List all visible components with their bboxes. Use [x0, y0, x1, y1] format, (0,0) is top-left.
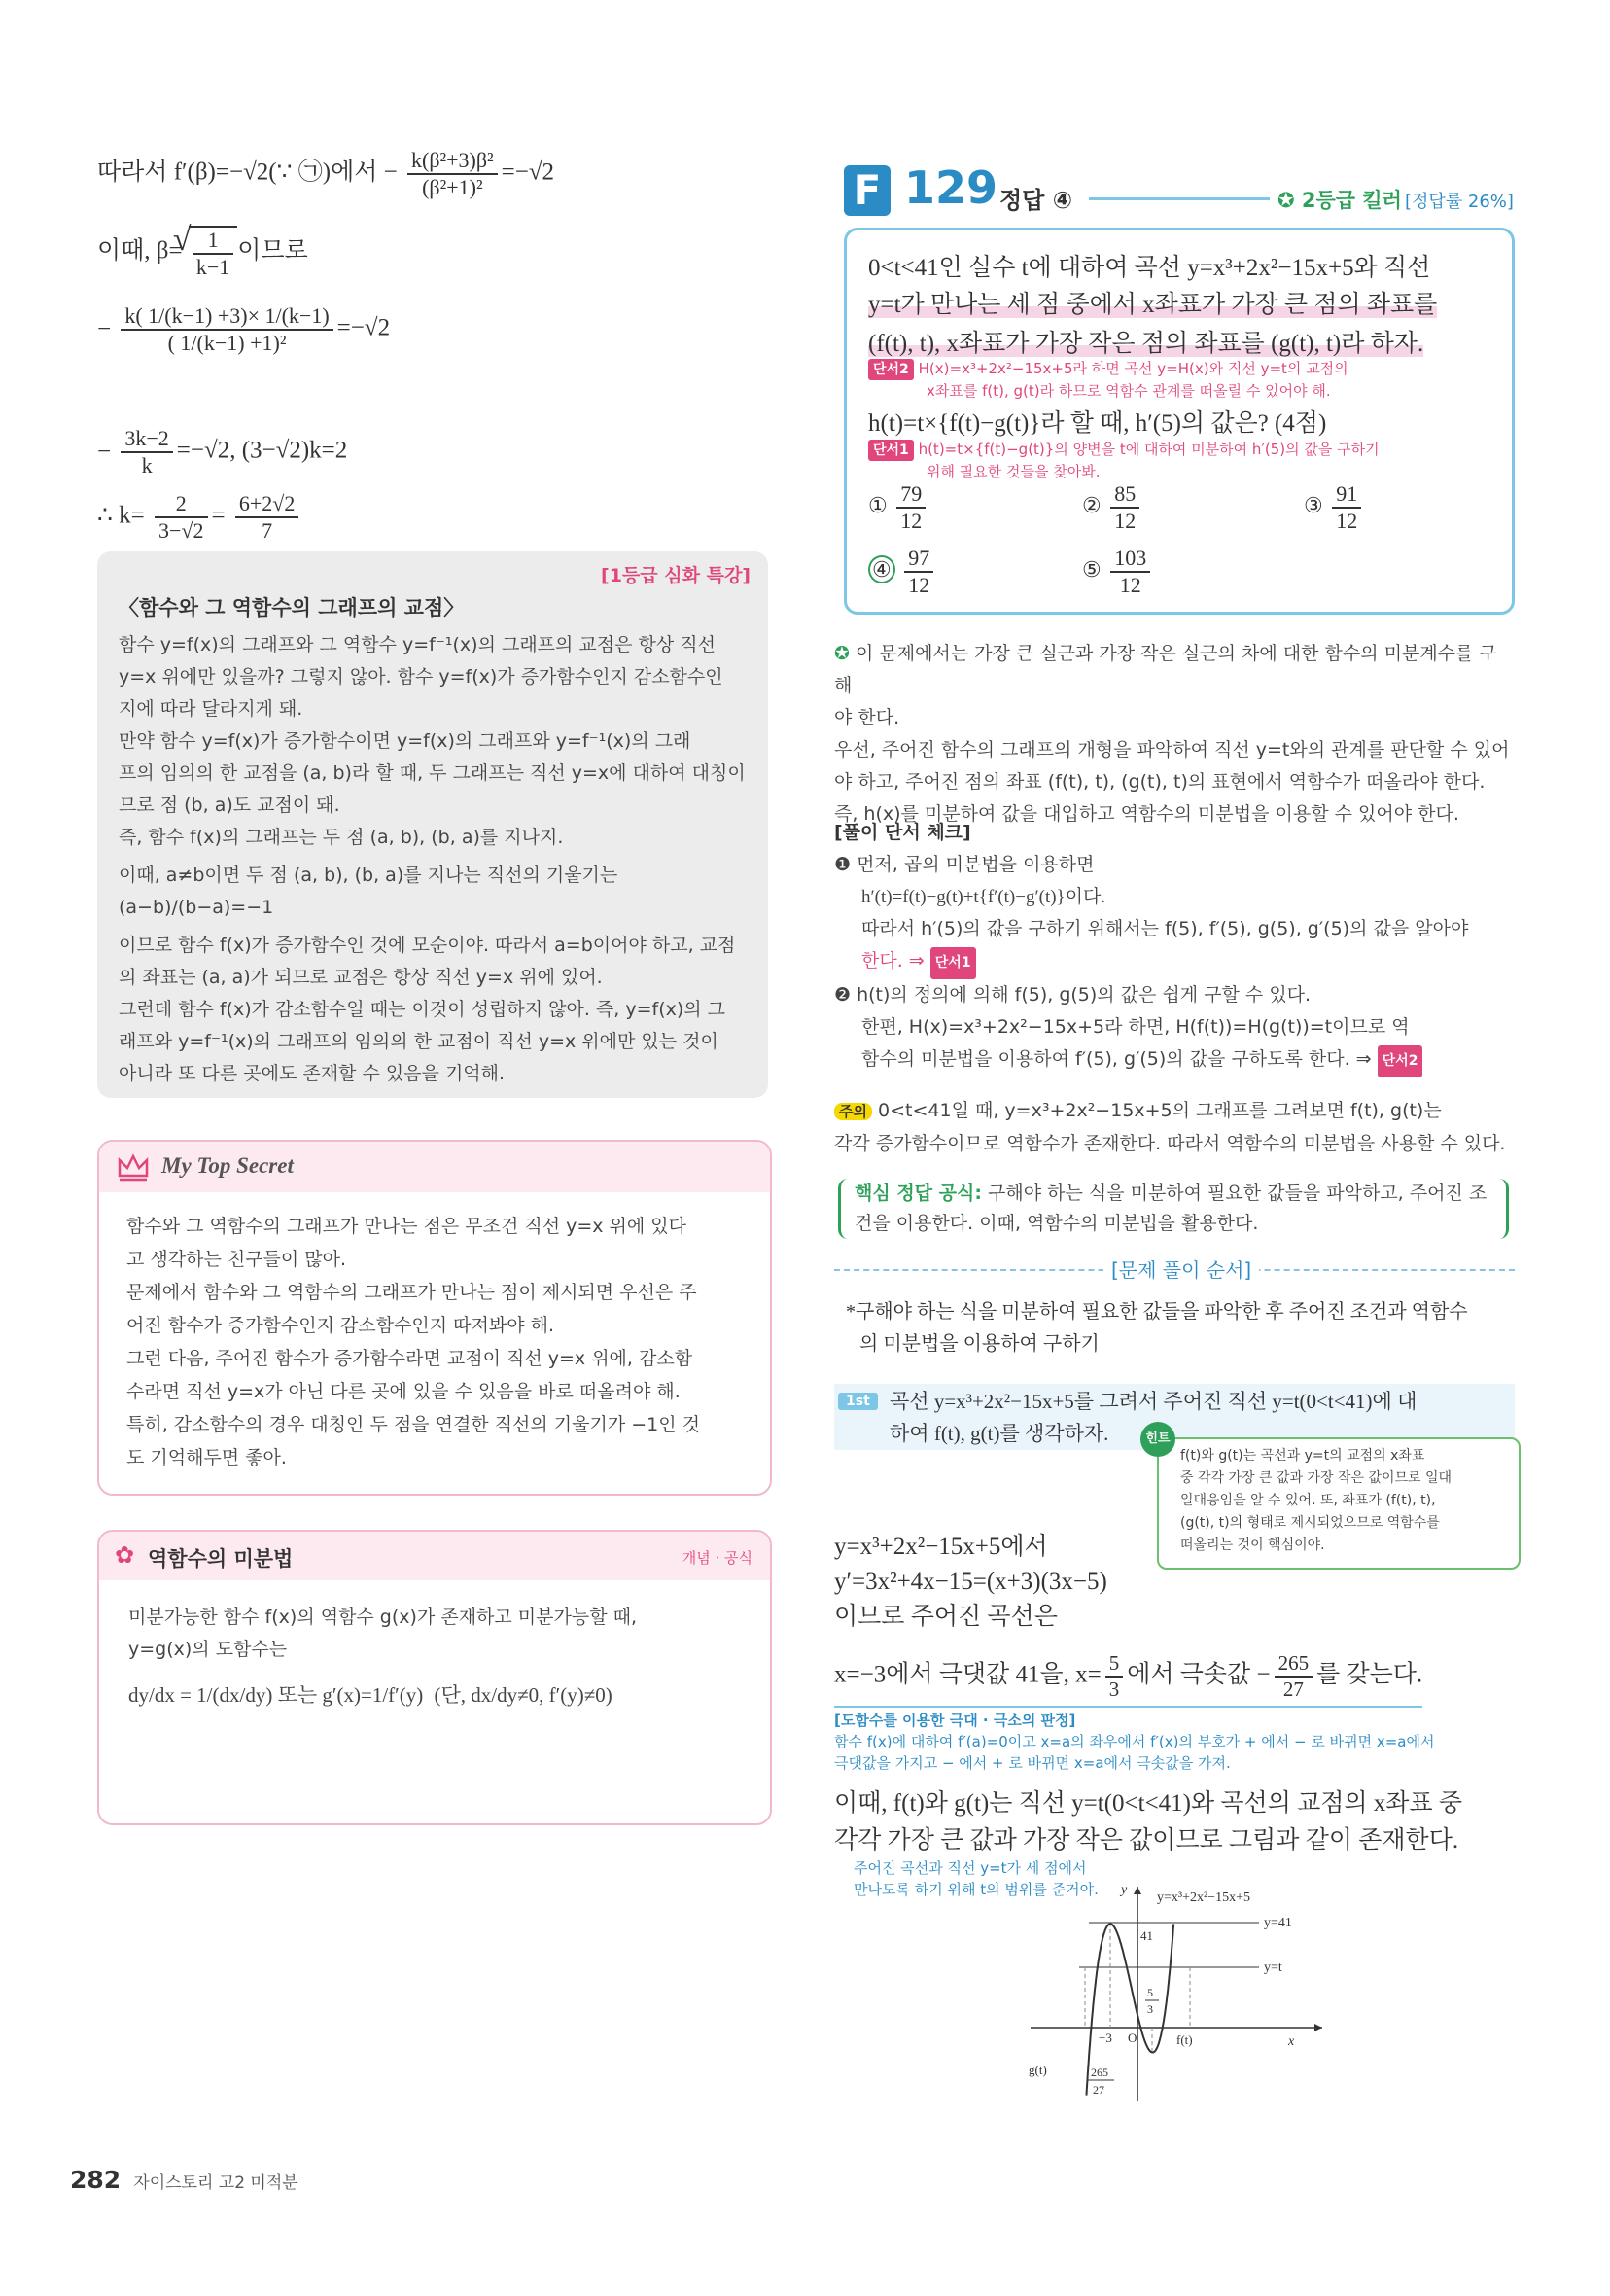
text-line: 건을 이용한다. 이때, 역함수의 미분법을 활용한다. [855, 1213, 1259, 1234]
flower-icon: ✿ [115, 1541, 135, 1569]
correct-rate: [정답률 26%] [1405, 192, 1514, 212]
label-min-num: 265 [1091, 2066, 1108, 2079]
text-line: 각각 가장 큰 값과 가장 작은 값이므로 그림과 같이 존재한다. [834, 1827, 1459, 1854]
caution-tag: 주의 [834, 1103, 872, 1120]
text-line: 즉, h(x)를 미분하여 값을 대입하고 역함수의 미분법을 이용할 수 있어야 한다. [834, 803, 1459, 825]
text-line: 곡선 y=x³+2x²−15x+5를 그려서 주어진 직선 y=t(0<t<41)에 대 [890, 1390, 1418, 1413]
label-neg3: −3 [1099, 2031, 1112, 2045]
choice-5[interactable]: ⑤ $\frac{103}{12}$ [1082, 546, 1154, 598]
special-lecture-body [119, 629, 751, 1090]
hint-check [834, 817, 1515, 1077]
label-x: x [1288, 2034, 1295, 2049]
label-y41: y=41 [1264, 1916, 1292, 1930]
text-line: *구해야 하는 식을 미분하여 필요한 값들을 파악한 후 주어진 조건과 역함수 [846, 1301, 1468, 1323]
explanation-intro [834, 638, 1515, 830]
top-secret-header [99, 1142, 770, 1192]
special-lecture-box [97, 551, 768, 1098]
label-41: 41 [1140, 1928, 1153, 1943]
text-line: 이때, f(t)와 g(t)는 직선 y=t(0<t<41)와 곡선의 교점의 x좌표 중 [834, 1790, 1463, 1817]
text-line: 함수 y=f(x)의 그래프와 그 역함수 y=f⁻¹(x)의 그래프의 교점은 항상 직선 [119, 634, 716, 655]
text-line: 의 미분법을 이용하여 구하기 [859, 1333, 1100, 1355]
fraction: $\frac{2}{3-√2}$ [155, 491, 207, 544]
fraction: $\frac{k( 1/(k-1) +3)\times 1/(k-1)}{\text{( 1/(k−1) +1)²}}$ [121, 303, 332, 356]
text-line: 만나도록 하기 위해 t의 범위를 준거야. [854, 1881, 1099, 1898]
text-line: 의 좌표는 (a, a)가 되므로 교점은 항상 직선 y=x 위에 있어. [119, 967, 603, 988]
text-line: 한편, H(x)=x³+2x²−15x+5라 하면, H(f(t))=H(g(t))=t이므로 역 [861, 1016, 1410, 1038]
top-secret-box [97, 1140, 772, 1496]
special-lecture-tag: [1등급 심화 특강] [601, 565, 751, 586]
solution-line-1: 따라서 f′(β)=−√2(∵ ㉠)에서 − $\frac{\text{k(β²+3)β²}}{\text{(β²+1)²}}$ =−√2 [97, 148, 555, 199]
extremum-note [834, 1710, 1515, 1774]
caution-note [834, 1095, 1515, 1160]
concept-title: 역함수의 미분법 [148, 1547, 294, 1571]
text-line: 핵심 정답 공식: 구해야 하는 식을 미분하여 필요한 값들을 파악하고, 주어진 조 [855, 1183, 1488, 1204]
hint-2-tag: 단서2 [868, 359, 914, 380]
text-line: 지에 따라 달라지게 돼. [119, 698, 303, 720]
text-line: 주어진 곡선과 직선 y=t가 세 점에서 [854, 1859, 1087, 1877]
text-line: 래프와 y=f⁻¹(x)의 그래프의 임의의 한 교점이 직선 y=x 위에만 있는 것이 [119, 1031, 718, 1052]
text-line: 떠올리는 것이 핵심이야. [1180, 1537, 1325, 1553]
step-1-tag: 1st [838, 1393, 878, 1410]
hint-badge: 힌트 [1140, 1422, 1175, 1457]
hint-2: 단서2 H(x)=x³+2x²−15x+5라 하면 곡선 y=H(x)와 직선 y=t의 교점의 x좌표를 f(t), g(t)라 하므로 역함수 관계를 떠올릴 수 있어야 해. [868, 358, 1348, 402]
text-line: 한다. ⇒ 단서1 [861, 945, 1515, 979]
text-line: ❶ 먼저, 곱의 미분법을 이용하면 [834, 854, 1095, 875]
text-line: 야 한다. [834, 707, 900, 728]
text-line: (g(t), t)의 형태로 제시되었으므로 역함수를 [1180, 1515, 1440, 1531]
question-line-2: y=t가 만나는 세 점 중에서 x좌표가 가장 큰 점의 좌표를 [868, 292, 1438, 318]
page-footer [70, 2166, 298, 2194]
text-line: 중 각각 가장 큰 값과 가장 작은 값이므로 일대 [1180, 1470, 1452, 1486]
text-line: 프의 임의의 한 교점을 (a, b)라 할 때, 두 그래프는 직선 y=x에 대하여 대칭이 [119, 762, 746, 784]
text-line: ❷ h(t)의 정의에 의해 f(5), g(5)의 값은 쉽게 구할 수 있다. [834, 984, 1312, 1006]
text-line: y=x 위에만 있을까? 그렇지 않아. 함수 y=f(x)가 증가함수인지 감소함수인 [119, 666, 723, 688]
text-line: 이므로 함수 f(x)가 증가함수인 것에 모순이야. 따라서 a=b이어야 하고, 교점 [119, 935, 736, 956]
text-line: f(t)와 g(t)는 곡선과 y=t의 교점의 x좌표 [1180, 1448, 1425, 1464]
hint-1: 단서1 h(t)=t×{f(t)−g(t)}의 양변을 t에 대하여 미분하여 h′(5)의 값을 구하기 위해 필요한 것들을 찾아봐. [868, 439, 1380, 482]
page-number: 282 [70, 2166, 122, 2194]
text-line: 하여 f(t), g(t)를 생각하자. [890, 1422, 1109, 1445]
extremum-line: x=−3에서 극댓값 41을, x= $\frac{5}{3}$ 에서 극솟값 − $\frac{265}{27}$ 를 갖는다. [834, 1651, 1422, 1708]
fraction: $\frac{\text{k(β²+3)β²}}{\text{(β²+1)²}}$ [407, 148, 498, 200]
solution-line-4: − $\frac{3k-2}{k}$ =−√2, (3−√2)k=2 [97, 426, 348, 477]
hint-1-tag: 단서1 [868, 440, 914, 461]
text-line: y′=3x²+4x−15=(x+3)(3x−5) [834, 1569, 1107, 1595]
label-min-den: 27 [1093, 2083, 1104, 2097]
book-title: 자이스토리 고2 미적분 [133, 2173, 298, 2193]
problem-number: 129 [904, 161, 998, 214]
header-rule [1089, 197, 1270, 200]
label-53-num: 5 [1147, 1986, 1153, 1999]
text-line: 므로 점 (b, a)도 교점이 돼. [119, 795, 340, 816]
cubic-graph [1031, 1882, 1342, 2105]
text-line: 그런 다음, 주어진 함수가 증가함수라면 교점이 직선 y=x 위에, 감소함 [126, 1348, 693, 1369]
text-line: 극댓값을 가지고 − 에서 + 로 바뀌면 x=a에서 극솟값을 가져. [834, 1754, 1231, 1772]
order-body [846, 1296, 1517, 1360]
text-line: 주의 0<t<41일 때, y=x³+2x²−15x+5의 그래프를 그려보면 f(t), g(t)는 [834, 1095, 1515, 1128]
concept-body [128, 1602, 751, 1712]
question-line-3: (f(t), t), x좌표가 가장 작은 점의 좌표를 (g(t), t)라 하자. [868, 331, 1424, 357]
label-gt: g(t) [1029, 2063, 1047, 2077]
text-line: 우선, 주어진 함수의 그래프의 개형을 파악하여 직선 y=t와의 관계를 판단할 수 있어 [834, 739, 1510, 760]
solution-line-2: 이때, β= √ $\frac{1}{k-1}$ 이므로 [97, 222, 308, 279]
label-53-den: 3 [1147, 2002, 1153, 2016]
concept-box [97, 1530, 772, 1825]
special-lecture-title: 〈함수와 그 역함수의 그래프의 교점〉 [119, 596, 465, 619]
difficulty-badge: ✪ 2등급 킬러 [1278, 189, 1402, 212]
text-line: 고 생각하는 친구들이 많아. [126, 1249, 347, 1270]
choice-2[interactable]: ② $\frac{85}{12}$ [1082, 481, 1143, 534]
text-line: 함수의 미분법을 이용하여 f′(5), g′(5)의 값을 구하도록 한다. ⇒ 단서2 [861, 1043, 1515, 1077]
text-line: 특히, 감소함수의 경우 대칭인 두 점을 연결한 직선의 기울기가 −1인 것 [126, 1414, 701, 1435]
text-line: 일대응임을 알 수 있어. 또, 좌표가 (f(t), t), [1180, 1493, 1436, 1508]
question-line-1: 0<t<41인 실수 t에 대하여 곡선 y=x³+2x²−15x+5와 직선 [868, 255, 1431, 281]
top-secret-body [126, 1210, 749, 1474]
text-line: 함수 f(x)에 대하여 f′(a)=0이고 x=a의 좌우에서 f′(x)의 부호가 + 에서 − 로 바뀌면 x=a에서 [834, 1733, 1435, 1750]
fraction: $\frac{3k-2}{k}$ [121, 426, 172, 478]
existence-lines [834, 1785, 1462, 1859]
curve-label: y=x³+2x²−15x+5 [1157, 1890, 1250, 1905]
text-line: h′(t)=f(t)−g(t)+t{f′(t)−g′(t)}이다. [861, 887, 1106, 907]
text-line: y=g(x)의 도함수는 [128, 1639, 288, 1660]
label-y: y [1121, 1883, 1128, 1897]
question-line-4: h(t)=t×{f(t)−g(t)}라 할 때, h′(5)의 값은? (4점) [868, 410, 1327, 437]
fraction: $\frac{6+2√2}{7}$ [235, 491, 298, 544]
key-formula [838, 1179, 1509, 1239]
choice-1[interactable]: ① $\frac{79}{12}$ [868, 481, 929, 534]
star-icon: ✪ [834, 643, 856, 664]
text-line: 함수와 그 역함수의 그래프가 만나는 점은 무조건 직선 y=x 위에 있다 [126, 1216, 687, 1237]
solution-line-3: − $\frac{k( 1/(k-1) +3)\times 1/(k-1)}{\text{( 1/(k−1) +1)²}}$ =−√2 [97, 303, 391, 355]
check-title: [풀이 단서 체크] [834, 822, 971, 843]
answer-circle: ④ [868, 555, 895, 583]
text-line: 즉, 함수 f(x)의 그래프는 두 점 (a, b), (b, a)를 지나지. [119, 827, 564, 848]
text-line: 그런데 함수 f(x)가 감소함수일 때는 이것이 성립하지 않아. 즉, y=f(x)의 그 [119, 999, 726, 1020]
label-ft: f(t) [1176, 2032, 1193, 2047]
fraction: $\frac{1}{k-1}$ [192, 228, 233, 280]
label-yt: y=t [1264, 1960, 1282, 1975]
concept-header [99, 1532, 770, 1580]
text-line: 이때, a≠b이면 두 점 (a, b), (b, a)를 지나는 직선의 기울기는 (a−b)/(b−a)=−1 [119, 865, 618, 918]
top-secret-title: My Top Secret [161, 1153, 294, 1178]
text-line: 각각 증가함수이므로 역함수가 존재한다. 따라서 역함수의 미분법을 사용할 수 있다. [834, 1133, 1506, 1154]
label-origin: O [1128, 2031, 1138, 2045]
text-line: 어진 함수가 증가함수인지 감소함수인지 따져봐야 해. [126, 1315, 555, 1336]
text-line: 도 기억해두면 좋아. [126, 1447, 287, 1468]
text-line: 이므로 주어진 곡선은 [834, 1604, 1058, 1630]
text-line: 미분가능한 함수 f(x)의 역함수 g(x)가 존재하고 미분가능할 때, [128, 1607, 637, 1628]
problem-letter-badge: F [844, 165, 891, 216]
question-box [844, 228, 1515, 615]
choice-3[interactable]: ③ $\frac{91}{12}$ [1304, 481, 1365, 534]
text-line: 따라서 h′(5)의 값을 구하기 위해서는 f(5), f′(5), g(5), g′(5)의 값을 알아야 [861, 918, 1469, 939]
concept-formula: dy/dx = 1/(dx/dy) 또는 g′(x)=1/f′(y) (단, dx/dy≠0, f′(y)≠0) [128, 1683, 612, 1707]
text-line: y=x³+2x²−15x+5에서 [834, 1534, 1048, 1560]
text-line: 야 하고, 주어진 점의 좌표 (f(t), t), (g(t), t)의 표현에서 역함수가 떠올라야 한다. [834, 771, 1486, 793]
text-line: 아니라 또 다른 곳에도 존재할 수 있음을 기억해. [119, 1063, 506, 1084]
problem-answer: 정답 ④ [999, 187, 1073, 214]
text-line: 문제에서 함수와 그 역함수의 그래프가 만나는 점이 제시되면 우선은 주 [126, 1282, 697, 1303]
text-line: 만약 함수 y=f(x)가 증가함수이면 y=f(x)의 그래프와 y=f⁻¹(x)의 그래 [119, 730, 691, 752]
text-line: [도함수를 이용한 극대 · 극소의 판정] [834, 1712, 1076, 1729]
solution-step-lines [834, 1530, 1107, 1635]
solution-line-5: ∴ k= $\frac{2}{3-√2}$ = $\frac{6+2√2}{7}$ [97, 491, 302, 544]
crown-icon [117, 1152, 150, 1182]
hint-box [1157, 1437, 1521, 1570]
concept-tag: 개념 · 공식 [682, 1549, 752, 1567]
text-line: ✪ 이 문제에서는 가장 큰 실근과 가장 작은 실근의 차에 대한 함수의 미분계수를 구해 [834, 643, 1497, 696]
text-line: 수라면 직선 y=x가 아닌 다른 곳에 있을 수 있음을 바로 떠올려야 해. [126, 1381, 681, 1402]
order-title: [문제 풀이 순서] [1103, 1254, 1259, 1283]
choice-4[interactable]: ④ $\frac{97}{12}$ [868, 546, 937, 598]
